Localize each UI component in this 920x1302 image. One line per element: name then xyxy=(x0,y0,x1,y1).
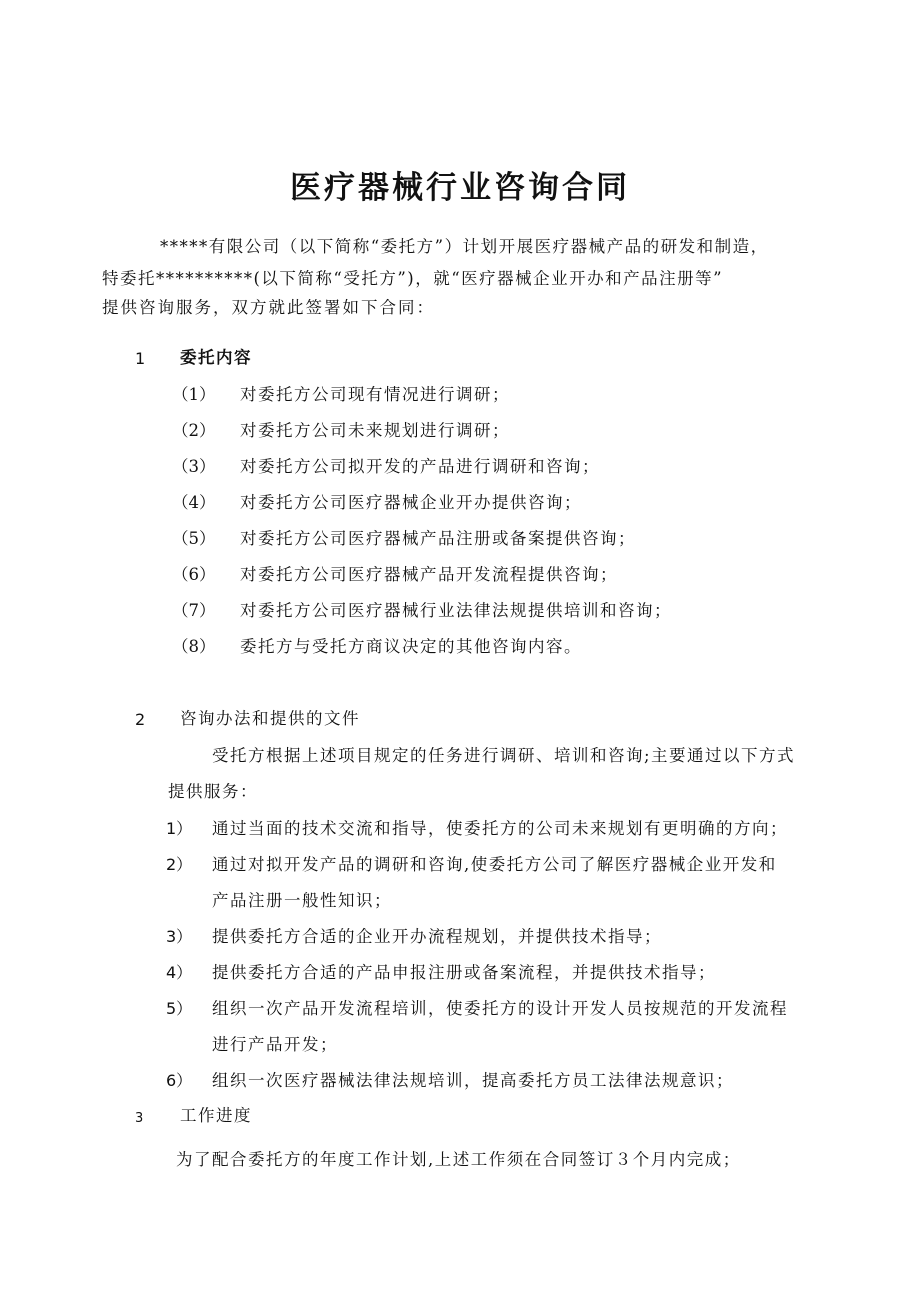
section-2-item-1-text: 通过当面的技术交流和指导，使委托方的公司未来规划有更明确的方向； xyxy=(212,819,788,838)
section-1-item-7-text: 对委托方公司医疗器械行业法律法规提供培训和咨询； xyxy=(240,601,672,620)
document-title: 医疗器械行业咨询合同 xyxy=(290,170,630,206)
section-1-item-8-marker: （8） xyxy=(172,637,216,656)
section-2-item-2-marker: 2） xyxy=(166,855,193,874)
section-1-item-1-text: 对委托方公司现有情况进行调研； xyxy=(240,385,510,404)
section-1-item-4-marker: （4） xyxy=(172,493,216,512)
section-1-item-4-text: 对委托方公司医疗器械企业开办提供咨询； xyxy=(240,493,582,512)
section-2-item-2-text: 通过对拟开发产品的调研和咨询,使委托方公司了解医疗器械企业开发和 xyxy=(212,855,777,874)
section-3-heading: 工作进度 xyxy=(180,1106,252,1125)
section-1-item-5-marker: （5） xyxy=(172,529,216,548)
section-2-para-line-1: 受托方根据上述项目规定的任务进行调研、培训和咨询;主要通过以下方式 xyxy=(212,746,796,765)
section-2-para-line-2: 提供服务： xyxy=(168,782,258,801)
section-1-item-7-marker: （7） xyxy=(172,601,216,620)
section-1-item-5-text: 对委托方公司医疗器械产品注册或备案提供咨询； xyxy=(240,529,636,548)
intro-line-3: 提供咨询服务，双方就此签署如下合同： xyxy=(102,298,435,317)
section-1-item-6-text: 对委托方公司医疗器械产品开发流程提供咨询； xyxy=(240,565,618,584)
section-2-item-4-marker: 4） xyxy=(166,963,193,982)
section-2-item-5-text-continued: 进行产品开发； xyxy=(212,1035,338,1054)
section-2-heading: 咨询办法和提供的文件 xyxy=(180,709,360,728)
intro-line-2: 特委托**********(以下简称“受托方”)，就“医疗器械企业开办和产品注册等” xyxy=(102,269,724,288)
section-1-item-2-text: 对委托方公司未来规划进行调研； xyxy=(240,421,510,440)
section-1-item-2-marker: （2） xyxy=(172,421,216,440)
intro-line-1: *****有限公司（以下简称“委托方”）计划开展医疗器械产品的研发和制造， xyxy=(160,237,769,256)
section-2-item-6-text: 组织一次医疗器械法律法规培训，提高委托方员工法律法规意识； xyxy=(212,1071,734,1090)
section-2-item-2-text-continued: 产品注册一般性知识； xyxy=(212,891,392,910)
section-1-item-1-marker: （1） xyxy=(172,385,216,404)
section-3-number: 3 xyxy=(135,1111,144,1126)
section-2-item-3-marker: 3） xyxy=(166,927,193,946)
section-2-item-3-text: 提供委托方合适的企业开办流程规划，并提供技术指导； xyxy=(212,927,662,946)
section-1-item-8-text: 委托方与受托方商议决定的其他咨询内容。 xyxy=(240,637,582,656)
section-2-item-6-marker: 6） xyxy=(166,1071,193,1090)
section-1-item-6-marker: （6） xyxy=(172,565,216,584)
section-2-item-5-text: 组织一次产品开发流程培训，使委托方的设计开发人员按规范的开发流程 xyxy=(212,999,788,1018)
section-2-item-4-text: 提供委托方合适的产品申报注册或备案流程，并提供技术指导； xyxy=(212,963,716,982)
section-2-item-1-marker: 1） xyxy=(166,819,193,838)
section-1-item-3-marker: （3） xyxy=(172,457,216,476)
section-1-item-3-text: 对委托方公司拟开发的产品进行调研和咨询； xyxy=(240,457,600,476)
section-1-number: 1 xyxy=(135,349,146,368)
section-2-item-5-marker: 5） xyxy=(166,999,193,1018)
section-2-number: 2 xyxy=(135,710,146,729)
section-1-heading: 委托内容 xyxy=(180,348,252,367)
section-3-text: 为了配合委托方的年度工作计划,上述工作须在合同签订３个月内完成； xyxy=(176,1150,741,1169)
